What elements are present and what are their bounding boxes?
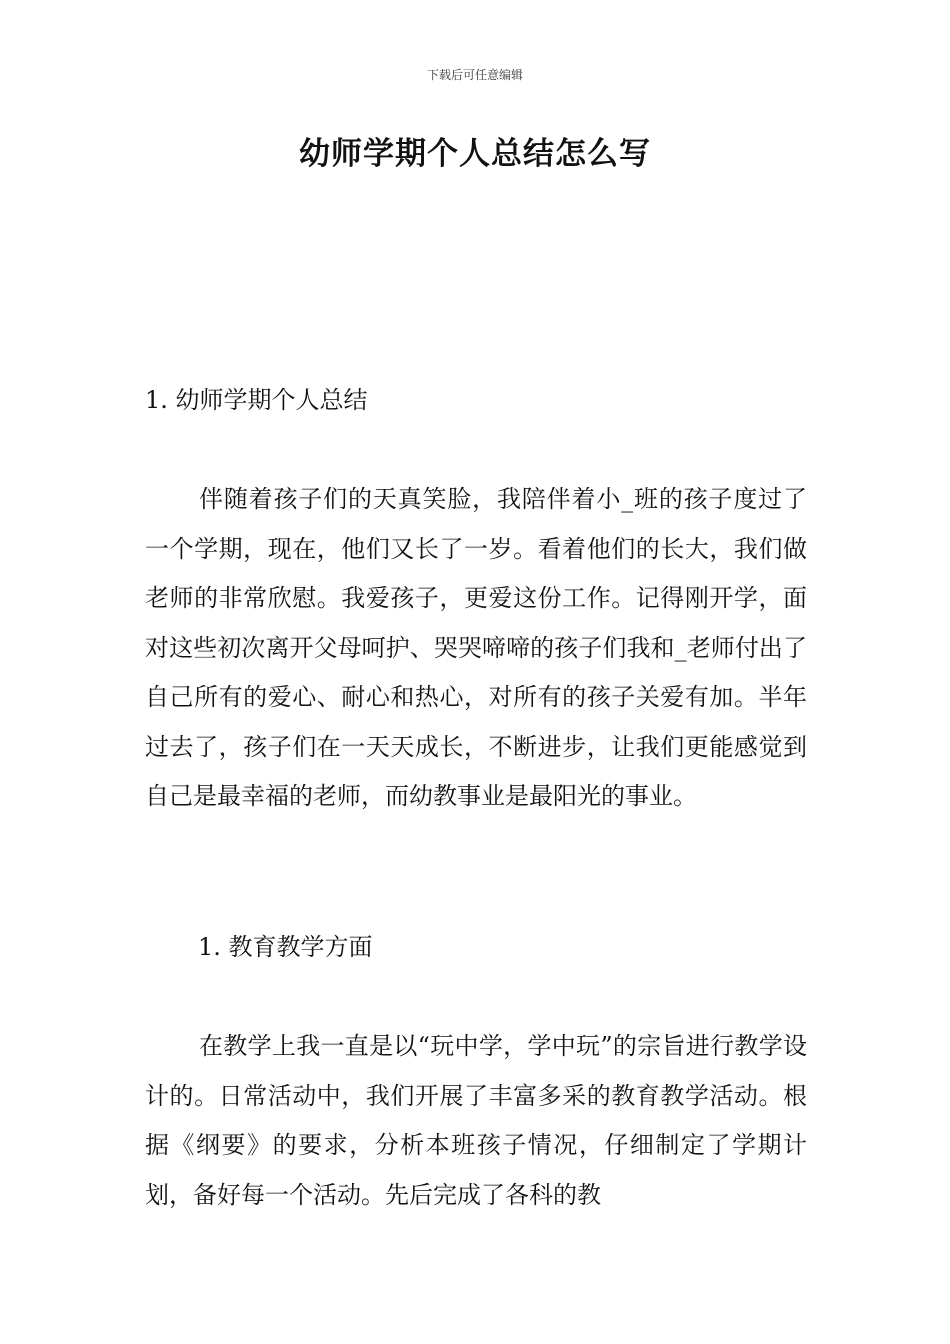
body-paragraph: 伴随着孩子们的天真笑脸，我陪伴着小_班的孩子度过了一个学期，现在，他们又长了一岁。看着他们的长大，我们做老师的非常欣慰。我爱孩子，更爱这份工作。记得刚开学，面对这些初次离开父母呵护、哭哭啼啼的孩子们我和_老师付出了自己所有的爱心、耐心和热心，对所有的孩子关爱有加。半年过去了，孩子们在一天天成长，不断进步，让我们更能感觉到自己是最幸福的老师，而幼教事业是最阳光的事业。 [145, 485, 807, 810]
header-note: 下载后可任意编辑 [426, 68, 523, 82]
section-heading: 1. 教育教学方面 [198, 933, 373, 961]
section-heading: 1. 幼师学期个人总结 [145, 386, 368, 414]
body-paragraph: 在教学上我一直是以“玩中学，学中玩”的宗旨进行教学设计的。日常活动中，我们开展了丰富多采的教育教学活动。根据《纲要》的要求，分析本班孩子情况，仔细制定了学期计划，备好每一个活动。先后完成了各科的教 [145, 1032, 807, 1209]
document-title: 幼师学期个人总结怎么写 [299, 136, 651, 172]
